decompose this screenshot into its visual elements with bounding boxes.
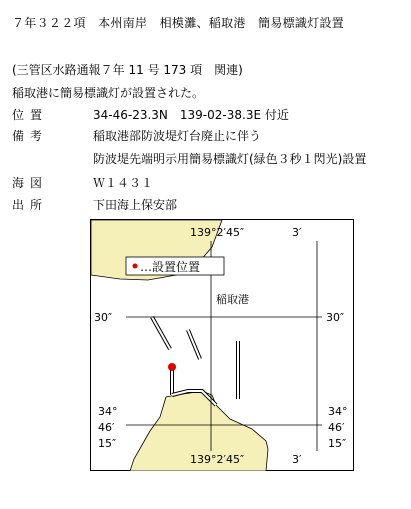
lat-br-deg: 34° — [328, 405, 348, 418]
legend-text: …設置位置 — [140, 260, 201, 274]
bottom-lon-label-1: 139°2′45″ — [190, 453, 245, 466]
description: 稲取港に簡易標識灯が設置された。 — [12, 86, 205, 100]
harbor-map — [90, 219, 354, 471]
field-value-remarks-1: 稲取港部防波堤灯台廃止に伴う — [93, 129, 262, 143]
field-label-remarks: 備考 — [12, 129, 49, 143]
lat-30-left: 30″ — [94, 311, 113, 324]
title: ７年３２２項 本州南岸 相模灘、稲取港 簡易標識灯設置 — [12, 16, 345, 30]
lat-30-right: 30″ — [326, 311, 345, 324]
field-label-chart: 海図 — [12, 176, 49, 190]
field-label-source: 出所 — [12, 198, 49, 212]
place-name: 稲取港 — [216, 293, 249, 306]
lat-br-sec: 15″ — [328, 437, 347, 450]
light-position-marker — [168, 363, 176, 371]
field-value-remarks-2: 防波堤先端明示用簡易標識灯(緑色３秒１閃光)設置 — [93, 152, 367, 166]
lat-bl-min: 46′ — [98, 421, 115, 434]
top-lon-label-2: 3′ — [292, 226, 302, 239]
bottom-lon-label-2: 3′ — [292, 453, 302, 466]
field-value-chart: Ｗ１４３１ — [93, 176, 154, 190]
reference-note: (三管区水路通報７年 11 号 173 項 関連) — [12, 63, 243, 77]
top-lon-label-1: 139°2′45″ — [190, 226, 245, 239]
field-value-position: 34-46-23.3N 139-02-38.3E 付近 — [93, 108, 289, 122]
field-value-source: 下田海上保安部 — [93, 198, 178, 212]
lat-br-min: 46′ — [328, 421, 345, 434]
field-label-position: 位置 — [12, 108, 49, 122]
legend-marker — [133, 264, 138, 269]
lat-bl-sec: 15″ — [98, 437, 117, 450]
lat-bl-deg: 34° — [98, 405, 118, 418]
